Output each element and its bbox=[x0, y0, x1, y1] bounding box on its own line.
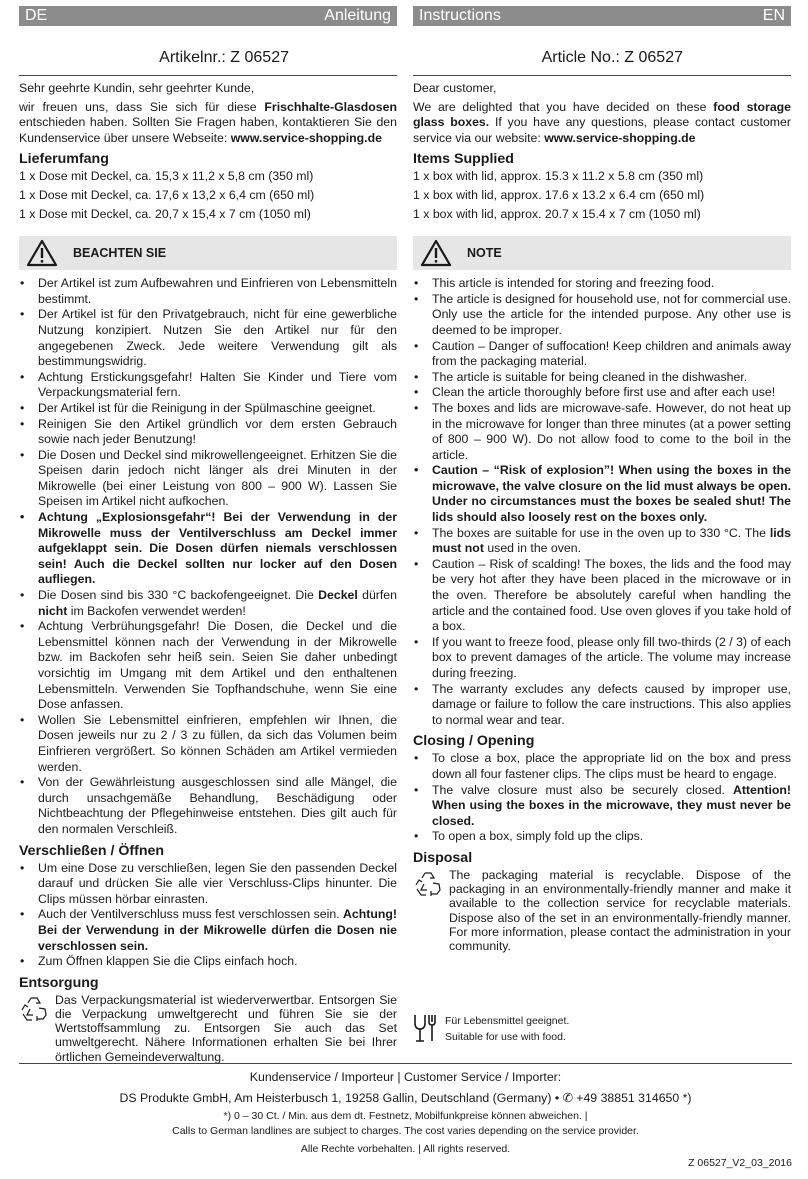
supply-item: 1 x Dose mit Deckel, ca. 15,3 x 11,2 x 5,8 cm (350 ml) bbox=[19, 169, 314, 184]
version-code: Z 06527_V2_03_2016 bbox=[688, 1157, 792, 1169]
lang-code-de: DE bbox=[25, 7, 48, 24]
list-item: • Der Artikel ist für den Privatgebrauch, nicht für eine gewerbliche Nutzung konzipiert. Nutzen Sie den Artikel nur für den angegebenen Zweck. Jede weitere Verwendung gilt als bestimmungswidrig. bbox=[19, 307, 397, 369]
list-item: • The article is suitable for being cleaned in the dishwasher. bbox=[413, 370, 791, 386]
food-safe-de: Für Lebensmittel geeignet. bbox=[445, 1015, 570, 1027]
list-item: • Caution – “Risk of explosion”! When using the boxes in the microwave, the valve closure on the lid must always be open. Under no circumstances must the boxes be sealed shut! The lids should also loosely rest on the boxes only. bbox=[413, 463, 791, 525]
text: dürfen bbox=[357, 588, 397, 603]
english-header-bar bbox=[413, 6, 791, 26]
product-name: food storage glass boxes. bbox=[413, 99, 792, 130]
header-title-en: Instructions bbox=[419, 7, 501, 24]
closing-list-de bbox=[19, 861, 397, 970]
supply-title-en: Items Supplied bbox=[413, 151, 514, 168]
food-safe-text bbox=[445, 1013, 569, 1045]
list-item: • Zum Öffnen klappen Sie die Clips einfach hoch. bbox=[19, 954, 397, 970]
website-link[interactable]: www.service-shopping.de bbox=[544, 130, 696, 145]
safety-list-de bbox=[19, 276, 397, 837]
intro-text: wir freuen uns, dass Sie sich für diese bbox=[19, 99, 265, 114]
supply-item: 1 x Dose mit Deckel, ca. 17,6 x 13,2 x 6,4 cm (650 ml) bbox=[19, 187, 315, 202]
text: Auch der Ventilverschluss muss fest verschlossen sein. bbox=[38, 907, 344, 922]
list-item: • Von der Gewährleistung ausgeschlossen sind alle Mängel, die durch unsachgemäße Behandlung, Beschädigung oder Nichtbeachtung der Pflegehinweise entstehen. Dies gilt auch für den normalen Verschleiß. bbox=[19, 775, 397, 837]
food-safe-en: Suitable for use with food. bbox=[445, 1031, 566, 1043]
list-item: • If you want to freeze food, please only fill two-thirds (2 / 3) of each box to prevent damages of the article. The volume may increase during freezing. bbox=[413, 635, 791, 682]
text: Deckel bbox=[318, 588, 358, 603]
list-item: • Achtung Verbrühungsgefahr! Die Dosen, die Deckel und die Lebensmittel können nach der Verwendung in der Mikrowelle bzw. im Backofen sehr heiß sein. Seien Sie daher unbedingt vorsichtig im Umgang mit dem Artikel und den enthaltenen Lebensmitteln. Verwenden Sie Topfhandschuhe, wenn Sie eine Dose anfassen. bbox=[19, 619, 397, 713]
supply-item: 1 x box with lid, approx. 17.6 x 13.2 x 6.4 cm (650 ml) bbox=[413, 187, 705, 202]
text: Achtung! Bei der Verwendung in der Mikrowelle dürfen die Dosen nie verschlossen sein. bbox=[38, 907, 397, 953]
intro-en bbox=[413, 100, 791, 147]
closing-list-en bbox=[413, 751, 791, 845]
warning-label-en: NOTE bbox=[467, 246, 502, 261]
service-heading: Kundenservice / Importeur | Customer Service / Importer: bbox=[249, 1070, 562, 1084]
salutation-en: Dear customer, bbox=[413, 81, 497, 95]
list-item: • To close a box, place the appropriate lid on the box and press down all four fastener clips. The clips must be heard to engage. bbox=[413, 751, 791, 782]
supply-item: 1 x Dose mit Deckel, ca. 20,7 x 15,4 x 7 cm (1050 ml) bbox=[19, 206, 311, 221]
list-item: • Reinigen Sie den Artikel gründlich vor dem ersten Gebrauch sowie nach jeder Benutzung! bbox=[19, 417, 397, 448]
warning-triangle-icon bbox=[19, 236, 65, 270]
call-cost-note bbox=[19, 1109, 792, 1139]
divider bbox=[19, 75, 397, 76]
intro-text: We are delighted that you have decided on these bbox=[413, 99, 714, 114]
list-item: • This article is intended for storing and freezing food. bbox=[413, 276, 791, 292]
list-item: • Caution – Risk of scalding! The boxes, the lids and the food may be very hot after they have been placed in the microwave or in the oven. Therefore be absolutely careful when handling the article and the contained food. Use oven gloves if you take hold of a box. bbox=[413, 557, 791, 635]
text: nicht bbox=[38, 603, 68, 618]
german-column bbox=[19, 6, 397, 1064]
supply-item: 1 x box with lid, approx. 15.3 x 11.2 x 5.8 cm (350 ml) bbox=[413, 169, 704, 184]
list-item: • The article is designed for household use, not for commercial use. Only use the article for the intended purpose. Any other use is deemed to be improper. bbox=[413, 292, 791, 339]
disposal-title-en: Disposal bbox=[413, 849, 473, 866]
article-number-de: Artikelnr.: Z 06527 bbox=[159, 49, 289, 66]
english-column bbox=[413, 6, 791, 953]
disposal-text-en: The packaging material is recyclable. Dispose of the packaging in an environmentally-friendly manner and make it available to the collection service for recyclable materials. Dispose also of the set in an environmentally-friendly manner. For more information, please contact the administration in your community. bbox=[449, 867, 791, 953]
safety-list-en bbox=[413, 276, 791, 728]
warning-banner-en bbox=[413, 236, 791, 270]
list-item: • Clean the article thoroughly before first use and after each use! bbox=[413, 385, 791, 401]
supply-list-en bbox=[413, 169, 791, 222]
disposal-en bbox=[413, 868, 791, 953]
salutation-de: Sehr geehrte Kundin, sehr geehrter Kunde, bbox=[19, 81, 255, 95]
text: The boxes are suitable for use in the oven up to 330 °C. The bbox=[432, 525, 770, 540]
supply-title-de: Lieferumfang bbox=[19, 151, 109, 168]
header-title-de: Anleitung bbox=[324, 7, 391, 24]
list-item: • Caution – Danger of suffocation! Keep children and animals away from the packaging material. bbox=[413, 339, 791, 370]
closing-title-en: Closing / Opening bbox=[413, 733, 535, 750]
food-safe-badge bbox=[413, 1013, 569, 1048]
lang-code-en: EN bbox=[762, 7, 785, 24]
call-note-de: *) 0 – 30 Ct. / Min. aus dem dt. Festnetz, Mobilfunkpreise können abweichen. | bbox=[223, 1110, 588, 1122]
intro-text: If you have any questions, please contact customer service via our website: bbox=[413, 115, 791, 145]
list-item bbox=[413, 526, 791, 557]
disposal-text-de: Das Verpackungsmaterial ist wiederverwertbar. Entsorgen Sie die Verpackung umweltgerecht und führen Sie sie der Wertstoffsammlung zu. Entsorgen Sie auch das Set umweltgerecht. Nähere Informationen erhalten Sie bei Ihrer örtlichen Gemeindeverwaltung. bbox=[55, 992, 397, 1064]
footer bbox=[19, 1063, 792, 1155]
list-item bbox=[19, 588, 397, 619]
intro-de bbox=[19, 100, 397, 147]
list-item bbox=[413, 783, 791, 830]
website-link[interactable]: www.service-shopping.de bbox=[230, 130, 382, 145]
glass-fork-icon bbox=[413, 1013, 439, 1048]
text: Die Dosen sind bis 330 °C backofengeeignet. Die bbox=[38, 588, 319, 603]
german-header-bar bbox=[19, 6, 397, 26]
disposal-title-de: Entsorgung bbox=[19, 974, 99, 991]
product-name: Frischhalte-Glasdosen bbox=[264, 99, 397, 114]
recycle-icon bbox=[413, 868, 449, 903]
list-item bbox=[19, 907, 397, 954]
list-item: • Der Artikel ist zum Aufbewahren und Einfrieren von Lebensmitteln bestimmt. bbox=[19, 276, 397, 307]
recycle-icon bbox=[19, 993, 55, 1028]
list-item: • Der Artikel ist für die Reinigung in der Spülmaschine geeignet. bbox=[19, 401, 397, 417]
text: im Backofen verwendet werden! bbox=[67, 603, 246, 618]
intro-text: entschieden haben. Sollten Sie Fragen haben, kontaktieren Sie den Kundenservice über unsere Webseite: bbox=[19, 115, 397, 145]
list-item: • The boxes and lids are microwave-safe. However, do not heat up in the microwave for longer than three minutes (at a power setting of 800 – 900 W). Do not allow food to come to the boil in the article. bbox=[413, 401, 791, 463]
rights: Alle Rechte vorbehalten. | All rights reserved. bbox=[300, 1143, 511, 1155]
warning-label-de: BEACHTEN SIE bbox=[73, 246, 167, 261]
text: Attention! When using the boxes in the microwave, they must never be closed. bbox=[432, 782, 791, 828]
list-item: • The warranty excludes any defects caused by improper use, damage or failure to follow the care instructions. This also applies to normal wear and tear. bbox=[413, 682, 791, 729]
divider bbox=[413, 75, 791, 76]
closing-title-de: Verschließen / Öffnen bbox=[19, 842, 165, 859]
disposal-de bbox=[19, 993, 397, 1064]
warning-banner-de bbox=[19, 236, 397, 270]
list-item: • Die Dosen und Deckel sind mikrowellengeeignet. Erhitzen Sie die Speisen darin jedoch nicht länger als drei Minuten in der Mikrowelle (bei einer Leistung von 800 – 900 W). Lassen Sie Speisen im Artikel nicht aufkochen. bbox=[19, 448, 397, 510]
text: used in the oven. bbox=[483, 541, 582, 556]
list-item: • Achtung Erstickungsgefahr! Halten Sie Kinder und Tiere vom Verpackungsmaterial fern. bbox=[19, 370, 397, 401]
company-address: DS Produkte GmbH, Am Heisterbusch 1, 19258 Gallin, Deutschland (Germany) • ✆ +49 38851 314650 *) bbox=[119, 1091, 692, 1105]
list-item: • Wollen Sie Lebensmittel einfrieren, empfehlen wir Ihnen, die Dosen jeweils nur zu 2 / 3 zu füllen, da sich das Volumen beim Einfrieren vergrößert. So können Schäden am Artikel vermieden werden. bbox=[19, 713, 397, 775]
supply-list-de bbox=[19, 169, 397, 222]
text: The valve closure must also be securely closed. bbox=[432, 782, 733, 797]
supply-item: 1 x box with lid, approx. 20.7 x 15.4 x 7 cm (1050 ml) bbox=[413, 206, 701, 221]
call-note-en: Calls to German landlines are subject to charges. The cost varies depending on the service provider. bbox=[172, 1125, 639, 1137]
article-number-en: Article No.: Z 06527 bbox=[541, 49, 683, 66]
list-item: • Achtung „Explosionsgefahr“! Bei der Verwendung in der Mikrowelle muss der Ventilverschluss am Deckel immer aufgeklappt sein. Die Dosen dürfen niemals verschlossen sein! Auch die Deckel sollten nur locker auf den Dosen aufliegen. bbox=[19, 510, 397, 588]
warning-triangle-icon bbox=[413, 236, 459, 270]
list-item: • Um eine Dose zu verschließen, legen Sie den passenden Deckel darauf und drücken Sie alle vier Verschluss-Clips hinunter. Die Clips müssen hörbar einrasten. bbox=[19, 861, 397, 908]
text: lids must not bbox=[432, 525, 791, 556]
list-item: • To open a box, simply fold up the clips. bbox=[413, 829, 791, 845]
